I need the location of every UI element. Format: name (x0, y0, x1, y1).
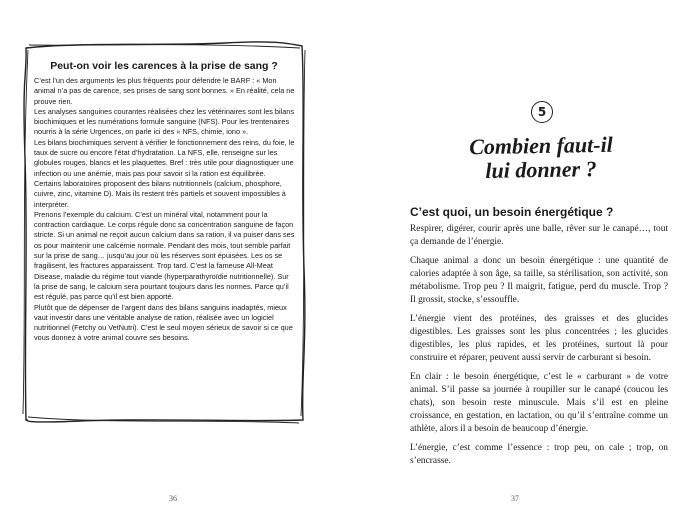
sidebar-paragraph: Les bilans biochimiques servent à vérifier le fonctionnement des reins, du foie, le taux de sucre ou encore l’état d’hydratation. La NFS, elle, renseigne sur les globules rouges, blancs et les plaquettes. Bref : très utile pour diagnostiquer une infection ou une anémie, mais pas pour savoir si la ration est équilibrée. (34, 137, 295, 178)
sidebar-title: Peut-on voir les carences à la prise de sang ? (50, 60, 278, 72)
chapter-title-line: Combien faut-il (468, 131, 614, 160)
chapter-title-line: lui donner ? (485, 156, 597, 183)
chapter-title (430, 131, 652, 183)
body-paragraph: L’énergie, c’est comme l’essence : trop peu, on cale ; trop, on s’encrasse. (410, 443, 668, 466)
right-page (350, 0, 700, 519)
sidebar-box (20, 38, 308, 426)
body-paragraph: En clair : le besoin énergétique, c’est le « carburant » de votre animal. S’il passe sa journée à roupiller sur le canapé (coucou les chats), son besoin reste minuscule. Mais s’il est en pleine croissance, en gestation, en lactation, ou qu’il s’entraîne comme un athlète, alors il a besoin de beaucoup d’énergie. (410, 372, 668, 434)
body-paragraph: Chaque animal a donc un besoin énergétique : une quantité de calories adaptée à son âge, sa taille, sa stérilisation, son activité, son métabolisme. Trop peu ? Il maigrit, fatigue, perd du muscle. Trop ? Il grossit, stocke, s’essouffle. (410, 256, 668, 305)
section-heading: C’est quoi, un besoin énergétique ? (410, 205, 614, 219)
chapter-number-badge: 5 (531, 101, 553, 123)
page-number-right: 37 (511, 494, 519, 503)
body-text (410, 223, 668, 474)
page-number-left: 36 (169, 494, 177, 503)
sidebar-paragraph: Les analyses sanguines courantes réalisées chez les vétérinaires sont les bilans biochimiques et les numérations formule sanguine (NFS). Pour les trentenaires nourris à la série Urgences, on parle ici des « NFS, chimie, iono ». (34, 106, 294, 137)
sidebar-paragraph: C’est l’un des arguments les plus fréquents pour défendre le BARF : « Mon animal n’a pas de carence, ses prises de sang sont bonnes. » En réalité, cela ne prouve rien. (34, 76, 295, 106)
sidebar-body (34, 76, 296, 344)
sidebar-paragraph: Certains laboratoires proposent des bilans nutritionnels (calcium, phosphore, cuivre, zinc, vitamine D). Mais ils restent très partiels et souvent impossibles à interpréter. (34, 178, 286, 209)
sidebar-paragraph: Plutôt que de dépenser de l’argent dans des bilans sanguins inadaptés, mieux vaut investir dans une véritable analyse de ration, réalisée avec un logiciel nutritionnel (Fetchy ou VetNutri). C’est le seul moyen sérieux de savoir si ce que vous donnez à votre animal couvre ses besoins. (34, 302, 293, 343)
sidebar-paragraph: Prenons l’exemple du calcium. C’est un minéral vital, notamment pour la contraction cardiaque. Le corps régule donc sa concentration sanguine de façon stricte. Si un animal ne reçoit aucun calcium dans sa ration, il va puiser dans ses os pour maintenir une calcémie normale. Pendant des mois, tout semble parfait sur la prise de sang… jusqu’au jour où les réserves sont épuisées. Les os se fragilisent, les fractures apparaissent. Trop tard. C’est la fameuse All-Meat Disease, maladie du régime tout viande (hyperparathyroïdie nutritionnelle). Sur la prise de sang, le calcium sera pourtant toujours dans les normes. Parce qu’il est régulé, pas parce qu’il est bien apporté. (34, 209, 295, 302)
body-paragraph: Respirer, digérer, courir après une balle, rêver sur le canapé…, tout ça demande de l’énergie. (410, 224, 668, 247)
body-paragraph: L’énergie vient des protéines, des graisses et des glucides digestibles. Les graisses sont les plus concentrées ; les glucides digestibles, les plus rapides, et les protéines, surtout là pour construire et réparer, peuvent aussi servir de carburant si besoin. (410, 314, 668, 363)
